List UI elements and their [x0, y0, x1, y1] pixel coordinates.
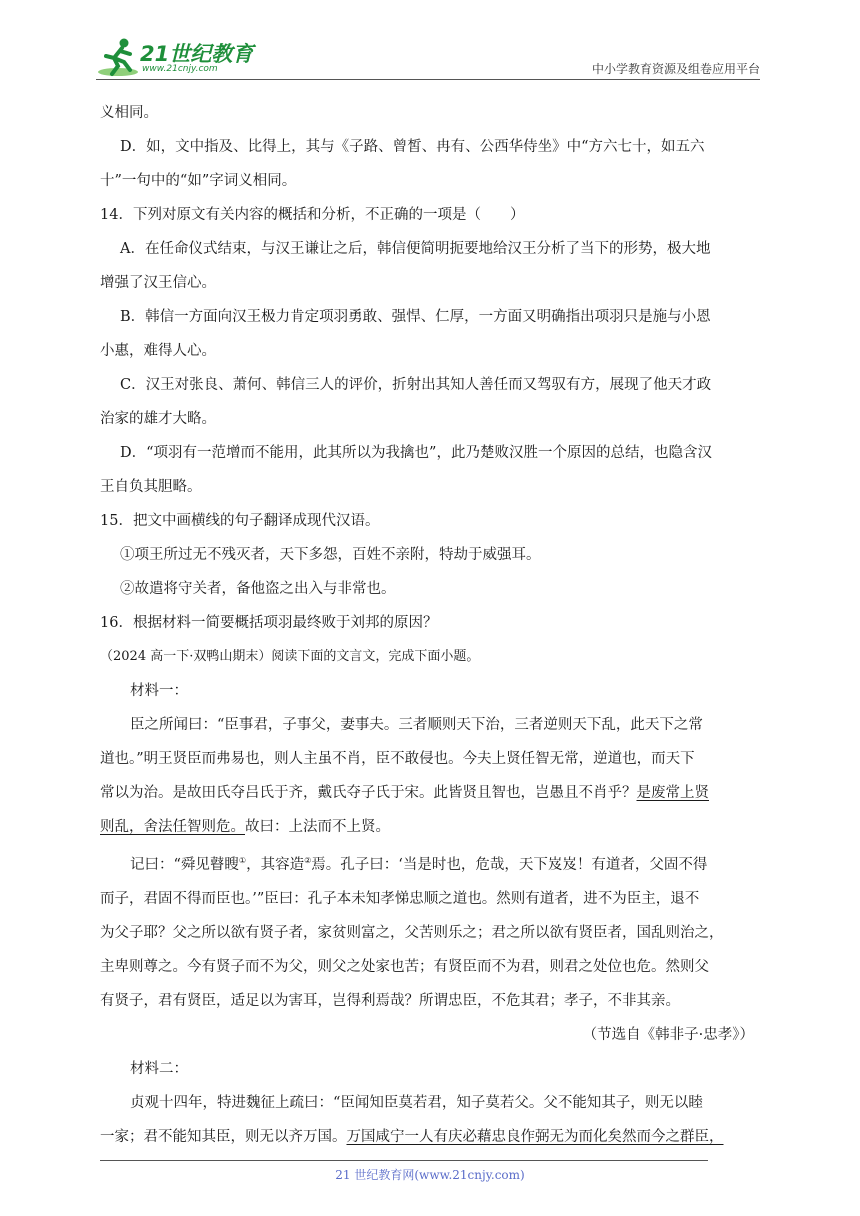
- text-line: 治家的雄才大略。: [100, 411, 216, 427]
- footer-divider: [100, 1160, 708, 1161]
- footnote-mark: ①: [238, 856, 247, 865]
- material-1-source: （节选自《韩非子·忠孝》）: [582, 1026, 754, 1043]
- text-line: 道也。”明王贤臣而弗易也，则人主虽不肖，臣不敢侵也。今夫上贤任智无常，逆道也，而天下: [100, 751, 695, 767]
- text-line: [100, 810, 764, 844]
- text-line: 有贤子，君有贤臣，适足以为害耳，岂得利焉哉？所谓忠臣，不危其君；孝子，不非其亲。: [100, 992, 680, 1009]
- question-14: 14．下列对原文有关内容的概括和分析，不正确的一项是（ ）: [100, 207, 525, 223]
- text-line: 十”一句中的“如”字词义相同。: [100, 173, 297, 189]
- page-footer: 21 世纪教育网(www.21cnjy.com): [335, 1168, 525, 1182]
- platform-name: 中小学教育资源及组卷应用平台: [591, 62, 760, 76]
- text-line: 而子，君固不得而臣也。’”臣曰：孔子本未知孝悌忠顺之道也。然则有道者，进不为臣主，退不: [100, 890, 700, 907]
- header-divider: [96, 79, 760, 80]
- text-segment: 记曰：“舜见瞽瞍: [130, 856, 239, 873]
- underlined-sentence: 则乱，舍法任智则危。: [100, 819, 245, 835]
- option-b-line: B．韩信一方面向汉王极力肯定项羽勇敢、强悍、仁厚，一方面又明确指出项羽只是施与小恩: [120, 309, 711, 325]
- text-line: 王自负其胆略。: [100, 479, 202, 495]
- option-c-line: C．汉王对张良、萧何、韩信三人的评价，折射出其知人善任而又驾驭有方，展现了他天才政: [120, 377, 712, 393]
- underlined-sentence: 万国咸宁一人有庆必藉忠良作弼无为而化矣然而今之群臣，: [346, 1128, 724, 1145]
- underlined-sentence: 是废常上贤: [636, 785, 709, 801]
- page-header: [96, 30, 760, 82]
- text-line: 小惠，难得人心。: [100, 343, 216, 359]
- text-segment: 焉。孔子曰：‘当是时也，危哉，天下岌岌！有道者，父固不得: [311, 856, 708, 873]
- text-segment: 故曰：上法而不上贤。: [245, 819, 390, 835]
- text-line: 臣之所闻曰：“臣事君，子事父，妻事夫。三者顺则天下治，三者逆则天下乱，此天下之常: [130, 717, 703, 733]
- sentence-1: ①项王所过无不残灭者，天下多怨，百姓不亲附，特劫于威强耳。: [120, 547, 541, 563]
- text-line: 增强了汉王信心。: [100, 275, 216, 291]
- runner-icon: [96, 36, 142, 80]
- text-segment: 一家；君不能知其臣，则无以齐万国。: [100, 1128, 347, 1145]
- text-line: 贞观十四年，特进魏征上疏曰：“臣闻知臣莫若君，知子莫若父。父不能知其子，则无以睦: [130, 1094, 703, 1111]
- material-2-title: 材料二：: [130, 1060, 188, 1077]
- site-logo: [96, 36, 266, 80]
- text-line: [100, 1120, 764, 1154]
- footnote-mark: ②: [304, 856, 312, 865]
- text-segment: 常以为治。是故田氏夺吕氏于齐，戴氏夺子氏于宋。此皆贤且智也，岂愚且不肖乎？: [100, 785, 637, 801]
- text-line: [100, 844, 764, 882]
- text-line: 主卑则尊之。今有贤子而不为父，则父之处家也苦；有贤臣而不为君，则君之处位也危。然则父: [100, 958, 709, 975]
- question-15: 15．把文中画横线的句子翻译成现代汉语。: [100, 513, 380, 529]
- logo-title: 21世纪教育: [140, 42, 254, 66]
- option-d-line: D．“项羽有一范增而不能用，此其所以为我擒也”，此乃楚败汉胜一个原因的总结，也隐含汉: [120, 445, 712, 461]
- passage-source: （2024 高一下·双鸭山期末）阅读下面的文言文，完成下面小题。: [100, 649, 480, 664]
- material-1-title: 材料一：: [130, 683, 188, 699]
- text-line: [100, 776, 764, 810]
- text-line: 为父子耶？父之所以欲有贤子者，家贫则富之，父苦则乐之；君之所以欲有贤臣者，国乱则治之，: [100, 924, 724, 941]
- document-body: [100, 96, 764, 1154]
- text-segment: ，其容造: [246, 856, 305, 873]
- question-16: 16．根据材料一简要概括项羽最终败于刘邦的原因？: [100, 615, 438, 631]
- text-line: 义相同。: [100, 105, 158, 121]
- option-d-line: D．如，文中指及、比得上，其与《子路、曾皙、冉有、公西华侍坐》中“方六七十，如五六: [120, 139, 705, 155]
- sentence-2: ②故遣将守关者，备他盗之出入与非常也。: [120, 581, 396, 597]
- logo-url: www.21cnjy.com: [142, 64, 218, 74]
- option-a-line: A．在任命仪式结束，与汉王谦让之后，韩信便简明扼要地给汉王分析了当下的形势，极大地: [120, 241, 711, 257]
